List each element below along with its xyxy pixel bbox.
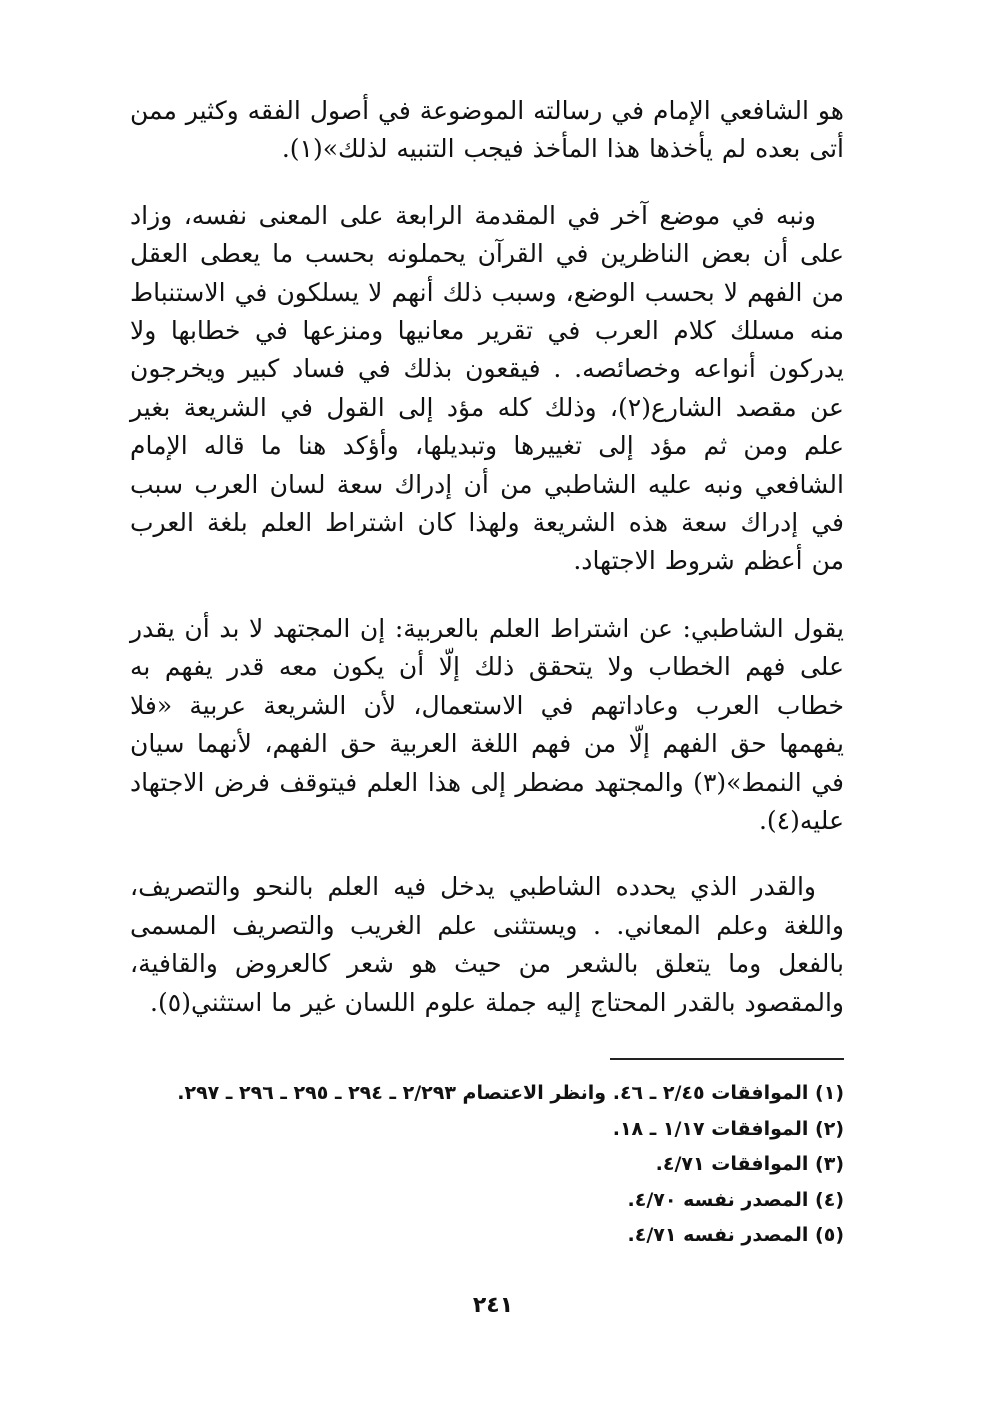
page-number: ٢٤١	[472, 1293, 514, 1318]
footnote-divider	[610, 1058, 844, 1060]
footnote-5: (٥) المصدر نفسه ٤/٧١.	[627, 1224, 844, 1247]
footnote-2: (٢) الموافقات ١/١٧ ـ ١٨.	[612, 1117, 844, 1140]
main-text	[130, 92, 844, 1022]
footnote-1: (١) الموافقات ٢/٤٥ ـ ٤٦. وانظر الاعتصام ٢/٢٩٣ ـ ٢٩٤ ـ ٢٩٥ ـ ٢٩٦ ـ ٢٩٧.	[177, 1082, 844, 1104]
footnotes	[130, 1076, 844, 1254]
paragraph-3: يقول الشاطبي: عن اشتراط العلم بالعربية: إن المجتهد لا بد أن يقدر على فهم الخطاب ولا يتحقق ذلك إلّا أن يكون معه قدر يفهم به خطاب العرب وعاداتهم في الاستعمال، لأن الشريعة عربية «فلا يفهمها حق الفهم إلّا من فهم اللغة العربية حق الفهم، لأنهما سيان في النمط»(٣) والمجتهد مضطر إلى هذا العلم فيتوقف فرض الاجتهاد عليه(٤).	[130, 613, 844, 835]
paragraph-1: هو الشافعي الإمام في رسالته الموضوعة في أصول الفقه وكثير ممن أتى بعده لم يأخذها هذا المأخذ فيجب التنبيه لذلك»(١).	[129, 96, 844, 164]
paragraph-2: ونبه في موضع آخر في المقدمة الرابعة على المعنى نفسه، وزاد على أن بعض الناظرين في القرآن يحملونه بحسب ما يعطى العقل من الفهم لا بحسب الوضع، وسبب ذلك أنهم لا يسلكون في الاستنباط منه مسلك كلام العرب في تقرير معانيها ومنزعها في خطابها ولا يدركون أنواعه وخصائصه. . فيقعون بذلك في فساد كبير ويخرجون عن مقصد الشارع(٢)، وذلك كله مؤد إلى القول في الشريعة بغير علم ومن ثم مؤد إلى تغييرها وتبديلها، وأؤكد هنا ما قاله الإمام الشافعي ونبه عليه الشاطبي من أن إدراك سعة لسان العرب سبب في إدراك سعة هذه الشريعة ولهذا كان اشتراط العلم بلغة العرب من أعظم شروط الاجتهاد.	[130, 200, 844, 576]
footnote-4: (٤) المصدر نفسه ٤/٧٠.	[627, 1188, 844, 1211]
footnote-3: (٣) الموافقات ٤/٧١.	[655, 1153, 844, 1176]
paragraph-4: والقدر الذي يحدده الشاطبي يدخل فيه العلم بالنحو والتصريف، واللغة وعلم المعاني. . ويستثنى علم الغريب والتصريف المسمى بالفعل وما يتعلق بالشعر من حيث هو شعر كالعروض والقافية، والمقصود بالقدر المحتاج إليه جملة علوم اللسان غير ما استثني(٥).	[130, 872, 844, 1017]
